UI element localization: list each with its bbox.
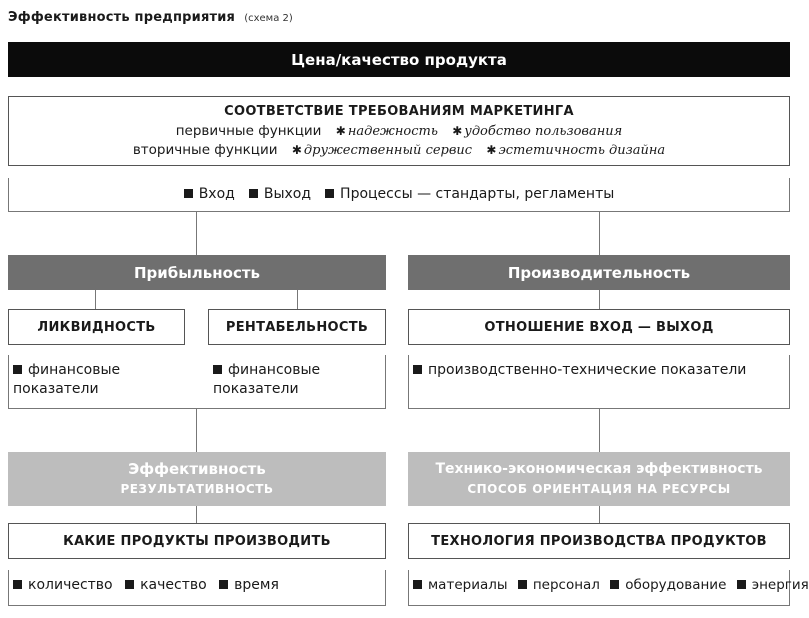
- process-item: Процессы — стандарты, регламенты: [325, 185, 614, 204]
- tech-econ-efficiency-label: Технико-экономическая эффективность: [435, 461, 763, 477]
- bullet-square-icon: [249, 189, 258, 198]
- asterisk-icon: ✱: [452, 124, 463, 138]
- profitability-label: Прибыльность: [133, 263, 261, 282]
- bullet-square-icon: [13, 580, 22, 589]
- bullet-square-icon: [325, 189, 334, 198]
- technical-indicators: производственно-технические показатели: [413, 361, 746, 380]
- primary-item: удобство пользования: [464, 124, 623, 139]
- page-subtitle: (схема 2): [244, 13, 293, 24]
- process-item: Вход: [184, 185, 235, 204]
- connector-line: [599, 506, 600, 523]
- right-bottom-items: материалы персонал оборудование энергия: [413, 576, 809, 595]
- page-header: [8, 6, 293, 25]
- bullet-square-icon: [518, 580, 527, 589]
- bullet-square-icon: [413, 580, 422, 589]
- page-title: Эффективность предприятия: [8, 10, 236, 25]
- bullet-square-icon: [737, 580, 746, 589]
- marketing-title: СООТВЕТСТВИЕ ТРЕБОВАНИЯМ МАРКЕТИНГА: [224, 104, 574, 119]
- primary-functions-label: первичные функции: [175, 123, 322, 139]
- secondary-item: дружественный сервис: [303, 143, 473, 158]
- tech-econ-efficiency-sublabel: СПОСОБ ОРИЕНТАЦИЯ НА РЕСУРСЫ: [467, 482, 731, 496]
- primary-functions-row: [176, 122, 623, 141]
- connector-line: [599, 290, 600, 309]
- bullet-square-icon: [13, 365, 22, 374]
- liquidity-box: [8, 309, 185, 345]
- production-technology-label: ТЕХНОЛОГИЯ ПРОИЗВОДСТВА ПРОДУКТОВ: [431, 533, 767, 549]
- asterisk-icon: ✱: [335, 124, 346, 138]
- connector-line: [599, 212, 600, 255]
- asterisk-icon: ✱: [486, 143, 497, 157]
- profitability-ratio-box: [208, 309, 386, 345]
- profitability-ratio-label: РЕНТАБЕЛЬНОСТЬ: [225, 319, 369, 335]
- effectiveness-label: Эффективность: [128, 460, 266, 478]
- right-bottom-box: [408, 570, 809, 606]
- bullet-square-icon: [413, 365, 422, 374]
- connector-line: [297, 290, 298, 309]
- effectiveness-sublabel: РЕЗУЛЬТАТИВНОСТЬ: [120, 482, 274, 496]
- profitability-bar: [8, 255, 386, 290]
- productivity-label: Производительность: [507, 263, 691, 282]
- connector-line: [599, 409, 600, 452]
- right-indicators-box: [408, 355, 790, 409]
- input-output-box: [408, 309, 790, 345]
- liquidity-label: ЛИКВИДНОСТЬ: [37, 319, 156, 335]
- asterisk-icon: ✱: [291, 143, 302, 157]
- secondary-functions-label: вторичные функции: [132, 142, 278, 158]
- financial-indicators: финансовые показатели: [13, 362, 121, 397]
- bullet-square-icon: [213, 365, 222, 374]
- left-indicators-box: [8, 355, 386, 409]
- secondary-item: эстетичность дизайна: [498, 143, 666, 158]
- effectiveness-bar: [8, 452, 386, 506]
- left-bottom-box: [8, 570, 386, 606]
- connector-line: [196, 409, 197, 452]
- marketing-box: [8, 96, 790, 166]
- secondary-functions-row: [133, 141, 665, 160]
- input-output-label: ОТНОШЕНИЕ ВХОД — ВЫХОД: [484, 319, 714, 335]
- process-item: Выход: [249, 185, 311, 204]
- productivity-bar: [408, 255, 790, 290]
- bullet-square-icon: [125, 580, 134, 589]
- which-products-label: КАКИЕ ПРОДУКТЫ ПРОИЗВОДИТЬ: [63, 533, 331, 549]
- production-technology-box: [408, 523, 790, 559]
- left-bottom-items: количество качество время: [13, 576, 279, 595]
- price-quality-bar: [8, 42, 790, 77]
- connector-line: [196, 212, 197, 255]
- price-quality-label: Цена/качество продукта: [291, 50, 507, 69]
- financial-indicators: финансовые показатели: [213, 362, 321, 397]
- bullet-square-icon: [184, 189, 193, 198]
- connector-line: [196, 506, 197, 523]
- process-row: [8, 178, 790, 212]
- tech-econ-efficiency-bar: [408, 452, 790, 506]
- primary-item: надежность: [347, 124, 438, 139]
- which-products-box: [8, 523, 386, 559]
- connector-line: [95, 290, 96, 309]
- bullet-square-icon: [610, 580, 619, 589]
- bullet-square-icon: [219, 580, 228, 589]
